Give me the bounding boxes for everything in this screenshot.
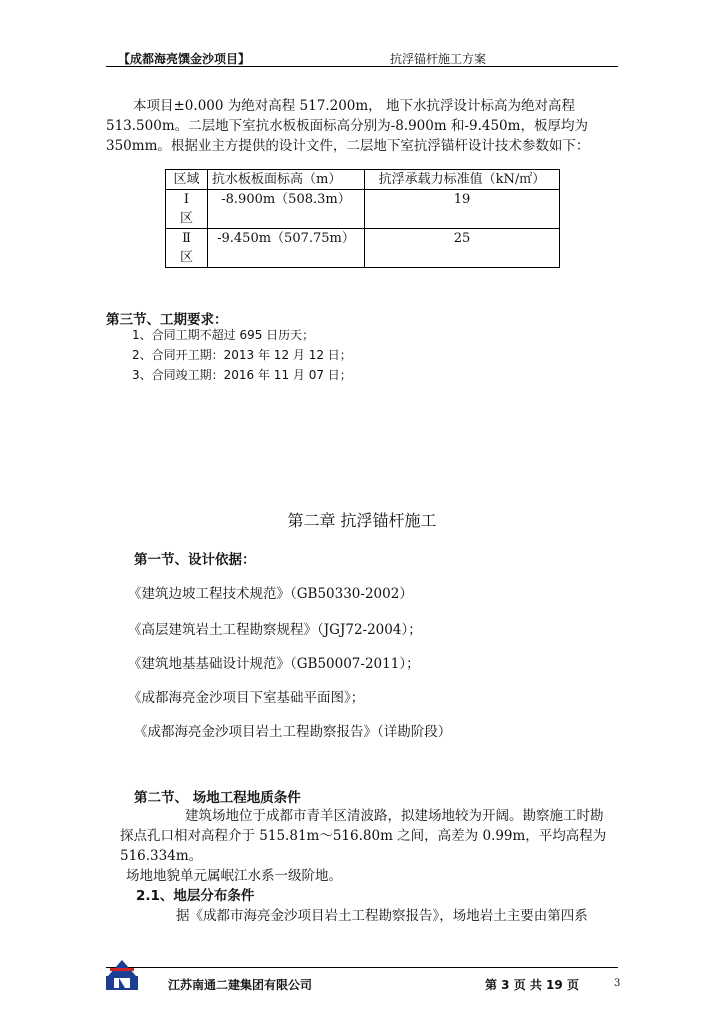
sec2-line-4: 场地地貌单元属岷江水系一级阶地。 — [126, 868, 342, 884]
capacity-cell: 25 — [365, 229, 560, 268]
intro-line-1: 本项目±0.000 为绝对高程 517.200m， 地下水抗浮设计标高为绝对高程 — [133, 98, 575, 114]
list-item: 2、合同开工期：2013 年 12 月 12 日； — [132, 348, 352, 362]
reference-item: 《成都海亮金沙项目岩土工程勘察报告》（详勘阶段） — [134, 724, 452, 740]
zone-numeral: Ⅱ — [182, 231, 191, 246]
footer-page-info: 第 3 页 共 19 页 — [485, 978, 579, 992]
header-doc-title: 抗浮锚杆施工方案 — [390, 52, 487, 66]
list-item: 1、合同工期不超过 695 日历天； — [132, 328, 315, 342]
zone-cell — [166, 229, 208, 268]
intro-paragraph — [106, 96, 618, 156]
reference-item: 《高层建筑岩土工程勘察规程》（JGJ72-2004）； — [128, 622, 422, 638]
reference-item: 《成都海亮金沙项目下室基础平面图》； — [128, 690, 365, 706]
table-row — [166, 190, 560, 229]
header-capacity: 抗浮承载力标准值（kN/㎡） — [365, 170, 560, 190]
anchor-spec-table — [165, 169, 560, 268]
elevation-cell: -9.450m（507.75m） — [208, 229, 365, 268]
sec2-line-2: 探点孔口相对高程介于 515.81m～516.80m 之间，高差为 0.99m，平均高程为 — [120, 828, 607, 844]
header-zone: 区域 — [166, 170, 208, 190]
section3-title: 第三节、工期要求： — [106, 312, 228, 328]
sec1-title: 第一节、设计依据： — [134, 552, 256, 568]
header-divider — [106, 66, 618, 67]
zone-cell — [166, 190, 208, 229]
footer-company: 江苏南通二建集团有限公司 — [168, 978, 313, 992]
sec2-paragraph — [106, 806, 618, 886]
footer-page-number: 3 — [614, 978, 621, 989]
zone-suffix: 区 — [179, 250, 193, 265]
sec2-line-1: 建筑场地位于成都市青羊区清波路，拟建场地较为开阔。勘察施工时勘 — [185, 808, 604, 824]
chapter-title: 第二章 抗浮锚杆施工 — [287, 511, 437, 530]
sec2-line-3: 516.334m。 — [120, 848, 203, 864]
sec2-title: 第二节、 场地工程地质条件 — [134, 790, 301, 806]
reference-item: 《建筑地基基础设计规范》（GB50007-2011）； — [128, 656, 420, 672]
zone-suffix: 区 — [179, 211, 193, 226]
footer-divider — [106, 967, 618, 968]
header-project: 【成都海亮馔金沙项目】 — [118, 52, 251, 66]
intro-line-2: 513.500m。二层地下室抗水板板面标高分别为-8.900m 和-9.450m，板厚均为 — [106, 118, 588, 134]
zone-numeral: Ⅰ — [183, 192, 190, 207]
header-elevation: 抗水板板面标高（m） — [208, 170, 365, 190]
elevation-cell: -8.900m（508.3m） — [208, 190, 365, 229]
company-logo-icon — [104, 956, 140, 992]
subsection-title: 2.1、地层分布条件 — [136, 888, 255, 904]
reference-item: 《建筑边坡工程技术规范》（GB50330-2002） — [128, 586, 413, 602]
table-row — [166, 229, 560, 268]
intro-line-3: 350mm。根据业主方提供的设计文件，二层地下室抗浮锚杆设计技术参数如下： — [106, 138, 590, 154]
subsection-line-1: 据《成都市海亮金沙项目岩土工程勘察报告》，场地岩土主要由第四系 — [176, 908, 588, 924]
list-item: 3、合同竣工期：2016 年 11 月 07 日； — [132, 368, 352, 382]
capacity-cell: 19 — [365, 190, 560, 229]
table-header-row — [166, 170, 560, 190]
